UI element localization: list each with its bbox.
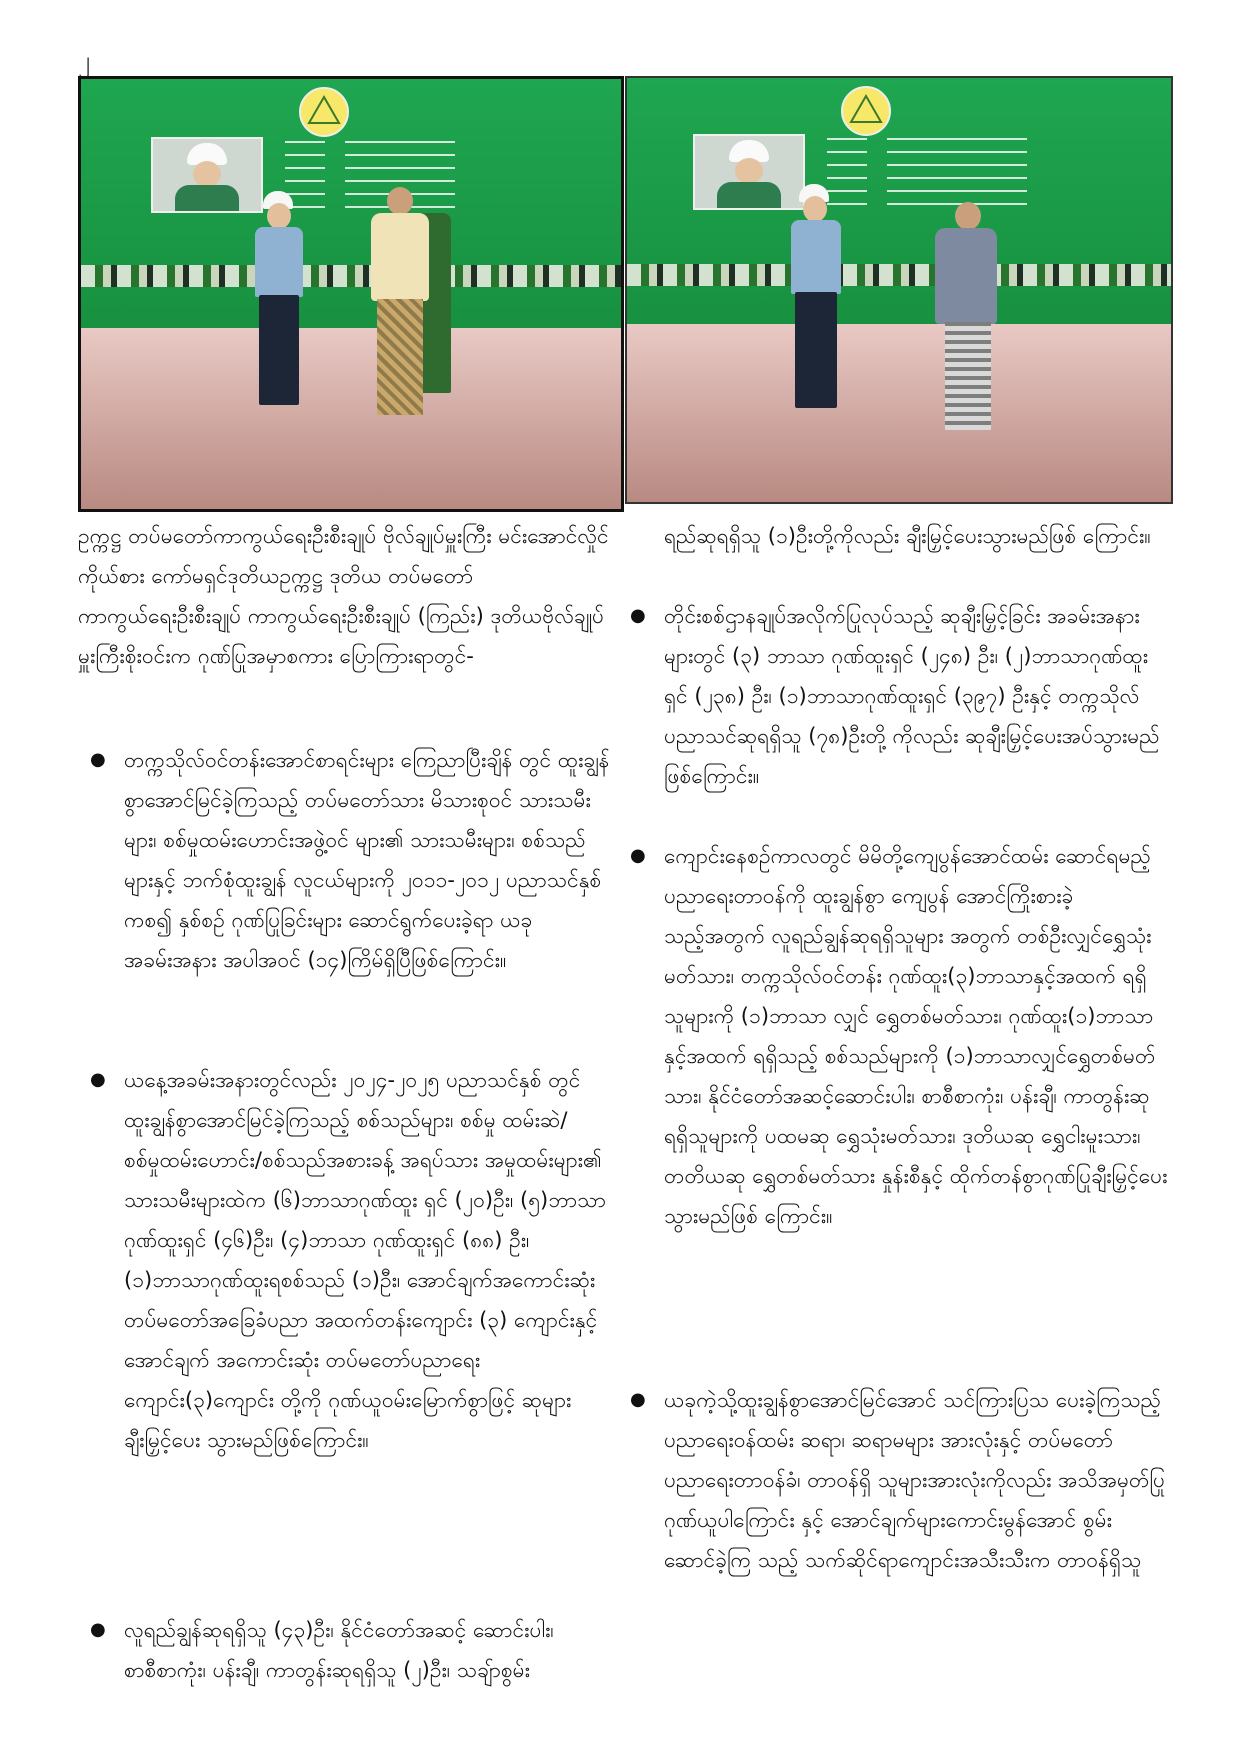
cadet-uniform: [255, 227, 303, 297]
presenter-head: [955, 202, 981, 230]
cadet-trousers: [795, 292, 837, 408]
bullet-icon: ●: [630, 845, 646, 866]
presenter-top: [371, 213, 429, 301]
education-emblem-icon: [841, 86, 891, 136]
intro-paragraph: ဥက္ကဋ္ဌ တပ်မတော်ကာကွယ်ရေးဦးစီးချုပ် ဗိုလ်ချုပ်မှူးကြီး မင်းအောင်လှိုင်ကိုယ်စား ကော်မရှင်ဒုတိယဥက္ကဋ္ဌ ဒုတိယ တပ်မတော်ကာကွယ်ရေးဦးစီးချုပ် ကာကွယ်ရေးဦးစီးချုပ် (ကြည်း) ဒုတိယဗိုလ်ချုပ်မှူးကြီးစိုးဝင်းက ဂုဏ်ပြုအမှာစကား ပြောကြားရာတွင်-: [78, 524, 609, 668]
continued-paragraph: ရည်ဆုရရှိသူ (၁)ဦးတို့ကိုလည်း ချီးမြှင့်ပေးသွားမည်ဖြစ် ကြောင်း။: [664, 524, 1151, 548]
cadet-uniform: [791, 220, 841, 294]
bullet-text: တက္ကသိုလ်ဝင်တန်းအောင်စာရင်းများ ကြေညာပြီးချိန် တွင် ထူးချွန်စွာအောင်မြင်ခဲ့ကြသည့် တပ်မတော်သား မိသားစုဝင် သားသမီးများ၊ စစ်မှုထမ်းဟောင်းအဖွဲ့ဝင် များ၏ သားသမီးများ၊ စစ်သည်များနှင့် ဘက်စုံထူးချွန် လူငယ်များကို ၂၀၁၁-၂၀၁၂ ပညာသင်နှစ်ကစ၍ နှစ်စဉ် ဂုဏ်ပြုခြင်းများ ဆောင်ရွက်ပေးခဲ့ရာ ယခုအခမ်းအနား အပါအဝင် (၁၄)ကြိမ်ရှိပြီဖြစ်ကြောင်း။: [124, 748, 610, 972]
page-number: ၂: [78, 46, 90, 74]
cadet-head: [803, 196, 827, 222]
bullet-item: [630, 1380, 1169, 1580]
cadet-head: [267, 203, 291, 229]
bullet-item: [630, 596, 1169, 796]
bullet-icon: ●: [90, 1069, 106, 1090]
cadet-trousers: [259, 295, 299, 405]
presenter-head: [387, 187, 413, 215]
bullet-text: ယခုကဲ့သို့ထူးချွန်စွာအောင်မြင်အောင် သင်ကြားပြသ ပေးခဲ့ကြသည့် ပညာရေးဝန်ထမ်း ဆရာ၊ ဆရာမများ အားလုံးနှင့် တပ်မတော်ပညာရေးတာဝန်ခံ၊ တာဝန်ရှိ သူများအားလုံးကိုလည်း အသိအမှတ်ပြုဂုဏ်ယူပါကြောင်း နှင့် အောင်ချက်များကောင်းမွန်အောင် စွမ်းဆောင်ခဲ့ကြ သည့် သက်ဆိုင်ရာကျောင်းအသီးသီးက တာဝန်ရှိသူ: [664, 1388, 1165, 1572]
bullet-item: [90, 1610, 613, 1690]
flower-row: [627, 264, 1171, 286]
bullet-item: [90, 1060, 613, 1460]
presenter-longyi: [377, 299, 423, 415]
bullet-item: [630, 836, 1169, 1236]
bullet-icon: ●: [630, 1389, 646, 1410]
award-photo-left: [78, 76, 624, 512]
info-label-lines: [827, 138, 867, 216]
stage-floor: [627, 324, 1171, 502]
stage-floor: [81, 328, 621, 509]
award-photo-right: [625, 76, 1173, 504]
bullet-text: တိုင်းစစ်ဌာနချုပ်အလိုက်ပြုလုပ်သည့် ဆုချီးမြှင့်ခြင်း အခမ်းအနားများတွင် (၃) ဘာသာ ဂုဏ်ထူးရှင် (၂၄၈) ဦး၊ (၂)ဘာသာဂုဏ်ထူးရှင် (၂၃၈) ဦး၊ (၁)ဘာသာဂုဏ်ထူးရှင် (၃၉၇) ဦးနှင့် တက္ကသိုလ်ပညာသင်ဆုရရှိသူ (၇၈)ဦးတို့ ကိုလည်း ဆုချီးမြှင့်ပေးအပ်သွားမည်ဖြစ်ကြောင်း။: [664, 604, 1160, 788]
bullet-icon: ●: [630, 605, 646, 626]
student-portrait: [693, 134, 805, 210]
flower-row: [81, 265, 621, 287]
bullet-icon: ●: [90, 1619, 106, 1640]
bullet-item: [90, 740, 613, 980]
presenter-longyi: [945, 322, 991, 430]
student-portrait: [151, 137, 263, 213]
presenter-shawl: [935, 228, 997, 324]
bullet-text: ကျောင်းနေစဉ်ကာလတွင် မိမိတို့ကျေပွန်အောင်ထမ်း ဆောင်ရမည့် ပညာရေးတာဝန်ကို ထူးချွန်စွာ ကျေပွန် အောင်ကြိုးစားခဲ့သည့်အတွက် လူရည်ချွန်ဆုရရှိသူများ အတွက် တစ်ဦးလျှင်ရွှေသုံးမတ်သား၊ တက္ကသိုလ်ဝင်တန်း ဂုဏ်ထူး(၃)ဘာသာနှင့်အထက် ရရှိသူများကို (၁)ဘာသာ လျှင် ရွှေတစ်မတ်သား၊ ဂုဏ်ထူး(၁)ဘာသာနှင့်အထက် ရရှိသည့် စစ်သည်များကို (၁)ဘာသာလျှင်ရွှေတစ်မတ် သား၊ နိုင်ငံတော်အဆင့်ဆောင်းပါး၊ စာစီစာကုံး၊ ပန်းချီ၊ ကာတွန်းဆုရရှိသူများကို ပထမဆု ရွှေသုံးမတ်သား၊ ဒုတိယဆု ရွှေငါးမူးသား၊ တတိယဆု ရွှေတစ်မတ်သား နှုန်းစီနှင့် ထိုက်တန်စွာဂုဏ်ပြုချီးမြှင့်ပေးသွားမည်ဖြစ် ကြောင်း။: [664, 844, 1168, 1228]
bullet-text: ယနေ့အခမ်းအနားတွင်လည်း ၂၀၂၄-၂၀၂၅ ပညာသင်နှစ် တွင် ထူးချွန်စွာအောင်မြင်ခဲ့ကြသည့် စစ်သည်များ၊ စစ်မှု ထမ်းဆဲ/စစ်မှုထမ်းဟောင်း/စစ်သည်အစားခန့် အရပ်သား အမှုထမ်းများ၏ သားသမီးများထဲက (၆)ဘာသာဂုဏ်ထူး ရှင် (၂၀)ဦး၊ (၅)ဘာသာဂုဏ်ထူးရှင် (၄၆)ဦး၊ (၄)ဘာသာ ဂုဏ်ထူးရှင် (၈၈) ဦး၊ (၁)ဘာသာဂုဏ်ထူးရစစ်သည် (၁)ဦး၊ အောင်ချက်အကောင်းဆုံး တပ်မတော်အခြေခံပညာ အထက်တန်းကျောင်း (၃) ကျောင်းနှင့် အောင်ချက် အကောင်းဆုံး တပ်မတော်ပညာရေးကျောင်း(၃)ကျောင်း တို့ကို ဂုဏ်ယူဝမ်းမြောက်စွာဖြင့် ဆုများချီးမြှင့်ပေး သွားမည်ဖြစ်ကြောင်း။: [124, 1068, 607, 1452]
bullet-text: လူရည်ချွန်ဆုရရှိသူ (၄၃)ဦး၊ နိုင်ငံတော်အဆင့် ဆောင်းပါး၊ စာစီစာကုံး၊ ပန်းချီ၊ ကာတွန်းဆုရရှိသူ (၂)ဦး၊ သချ်ာစွမ်း: [124, 1618, 554, 1682]
bullet-icon: ●: [90, 749, 106, 770]
info-value-lines: [887, 138, 1027, 216]
education-emblem-icon: [299, 87, 349, 137]
